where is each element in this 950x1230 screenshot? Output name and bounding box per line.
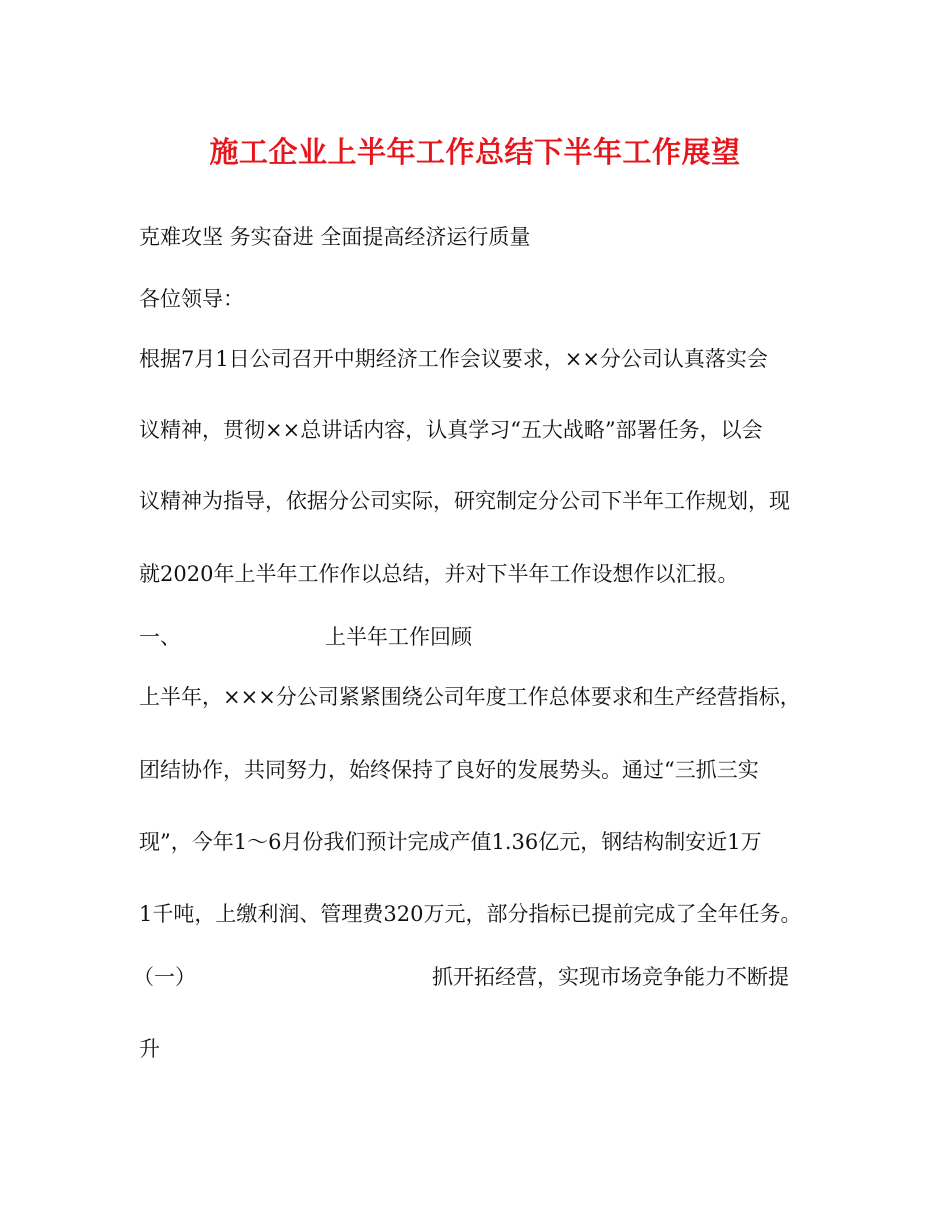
intro-line-2: 议精神，贯彻××总讲话内容，认真学习“五大战略”部署任务，以会 (139, 418, 763, 442)
intro-line-3: 议精神为指导，依据分公司实际，研究制定分公司下半年工作规划，现 (139, 489, 790, 513)
section-1-number: 一、 (139, 625, 181, 649)
section-1-line-3: 现”，今年1～6月份我们预计完成产值1.36亿元，钢结构制安近1万 (139, 830, 762, 854)
intro-line-4: 就2020年上半年工作作以总结，并对下半年工作设想作以汇报。 (139, 562, 739, 586)
section-1-heading: 上半年工作回顾 (325, 625, 472, 649)
subtitle: 克难攻坚 务实奋进 全面提高经济运行质量 (139, 225, 531, 249)
section-1-line-4: 1千吨，上缴利润、管理费320万元，部分指标已提前完成了全年任务。 (139, 902, 802, 926)
document-title: 施工企业上半年工作总结下半年工作展望 (209, 135, 741, 169)
subsection-1-heading-continuation: 升 (139, 1037, 160, 1061)
salutation: 各位领导： (139, 287, 244, 311)
intro-line-1: 根据7月1日公司召开中期经济工作会议要求，××分公司认真落实会 (139, 347, 768, 371)
subsection-1-number: （一） (133, 965, 196, 989)
subsection-1-heading: 抓开拓经营，实现市场竞争能力不断提 (432, 965, 789, 989)
section-1-line-1: 上半年，×××分公司紧紧围绕公司年度工作总体要求和生产经营指标， (139, 685, 801, 709)
section-1-line-2: 团结协作，共同努力，始终保持了良好的发展势头。通过“三抓三实 (139, 758, 759, 782)
